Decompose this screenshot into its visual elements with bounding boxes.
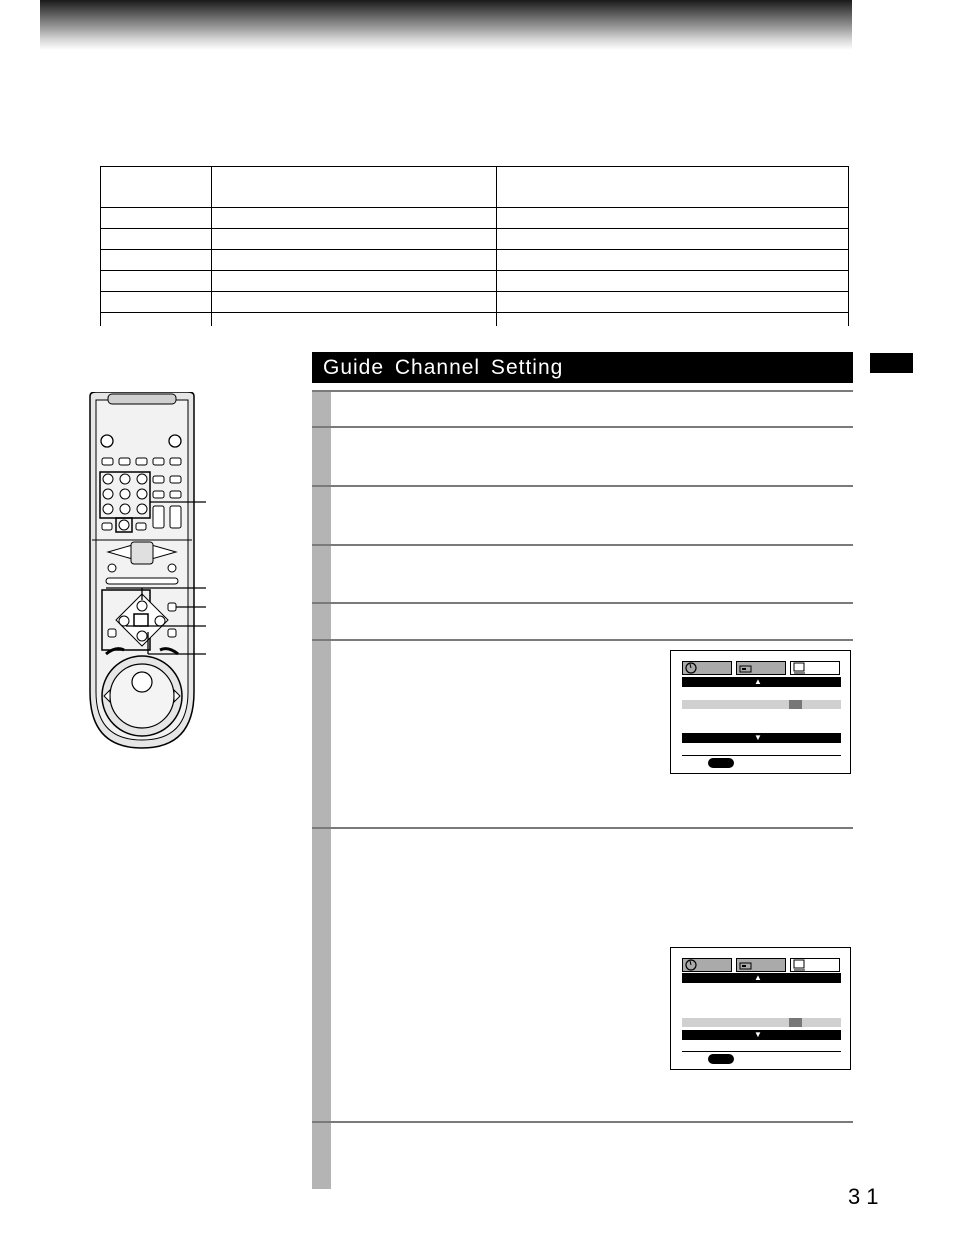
vcr-tab-icon <box>736 958 786 972</box>
up-arrow-icon: ▲ <box>754 677 762 686</box>
remote-control-illustration <box>86 392 216 752</box>
button-pill-icon <box>708 758 734 768</box>
down-arrow-icon: ▼ <box>754 1030 762 1039</box>
step-divider <box>312 1121 853 1123</box>
clock-tab-icon <box>682 958 732 972</box>
osd-screen <box>670 947 851 1070</box>
osd-footer-bar <box>682 1030 841 1040</box>
table-row <box>101 292 849 313</box>
step-divider <box>312 544 853 546</box>
table-row <box>101 250 849 271</box>
step-divider <box>312 602 853 604</box>
header-gradient-band <box>40 0 852 50</box>
table-row <box>101 271 849 292</box>
osd-divider <box>682 1051 841 1052</box>
tv-tab-icon <box>790 661 840 675</box>
step-divider <box>312 390 853 392</box>
table-row <box>101 229 849 250</box>
osd-divider <box>682 755 841 756</box>
step-divider <box>312 426 853 428</box>
slider-knob <box>789 700 802 709</box>
vcr-tab-icon <box>736 661 786 675</box>
button-pill-icon <box>708 1054 734 1064</box>
osd-slider <box>682 700 841 709</box>
osd-footer-bar <box>682 733 841 743</box>
osd-header-bar <box>682 973 841 983</box>
chapter-tab <box>870 353 913 373</box>
osd-header-bar <box>682 677 841 687</box>
table-row <box>101 208 849 229</box>
up-arrow-icon: ▲ <box>754 973 762 982</box>
tv-tab-icon <box>790 958 840 972</box>
reference-table <box>100 166 849 326</box>
step-number-column <box>312 390 331 1189</box>
slider-knob <box>789 1018 802 1027</box>
down-arrow-icon: ▼ <box>754 733 762 742</box>
step-divider <box>312 639 853 641</box>
page-number: 31 <box>848 1184 885 1209</box>
step-divider <box>312 485 853 487</box>
clock-tab-icon <box>682 661 732 675</box>
osd-screen <box>670 650 851 774</box>
table-header-row <box>101 167 849 208</box>
table-row <box>101 313 849 327</box>
section-title: Guide Channel Setting <box>312 352 853 383</box>
osd-slider <box>682 1018 841 1027</box>
step-divider <box>312 827 853 829</box>
